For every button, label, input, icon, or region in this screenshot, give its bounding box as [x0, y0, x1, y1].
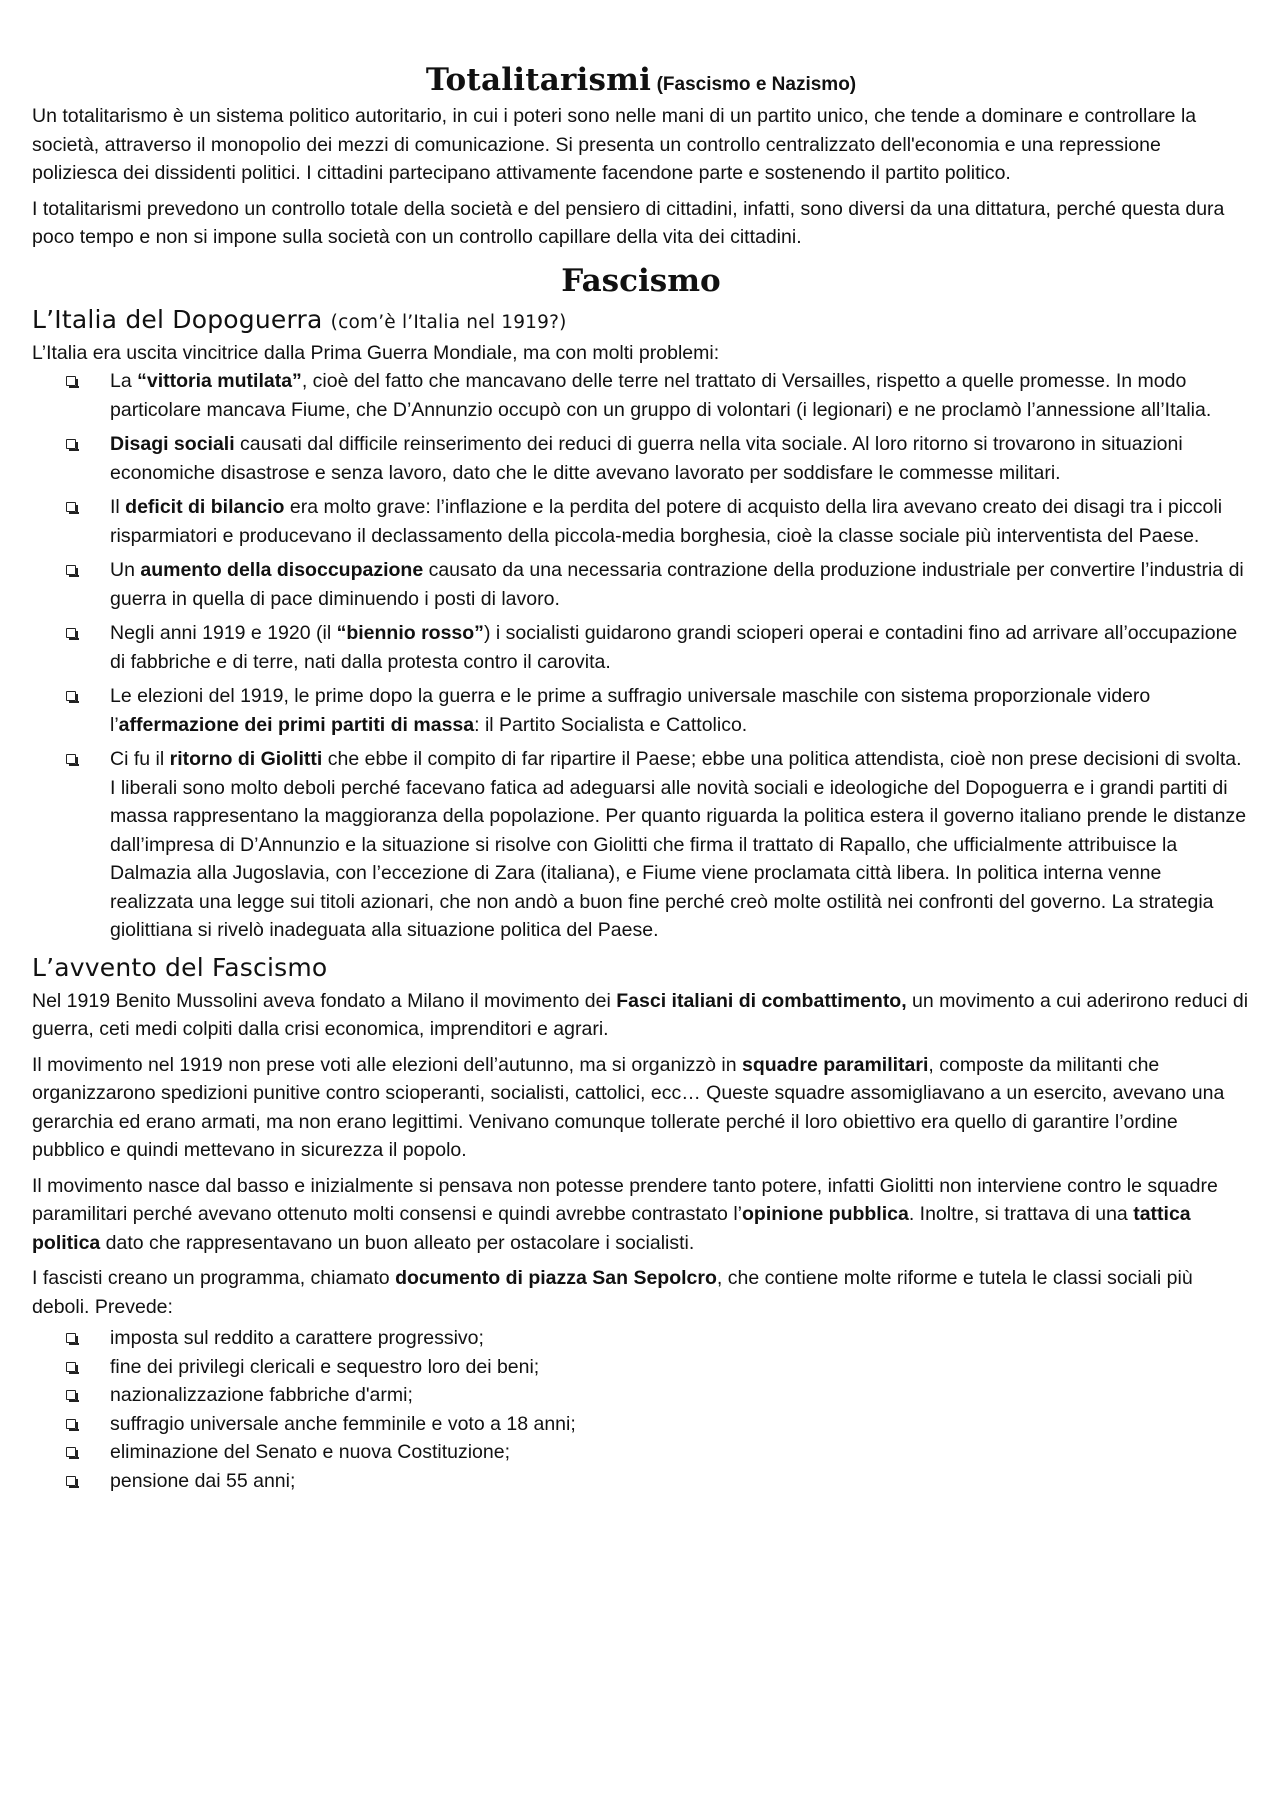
- checkbox-bullet-icon: [66, 691, 76, 701]
- list-item: Ci fu il ritorno di Giolitti che ebbe il compito di far ripartire il Paese; ebbe una politica attendista, cioè non prese decisioni di svolta. I liberali sono molto deboli perché facevano fatica ad adeguarsi alle novità sociali e ideologiche del Dopoguerra e i grandi partiti di massa rappresentano la maggioranza della popolazione. Per quanto riguarda la politica estera il governo italiano prende le distanze dall’impresa di D’Annunzio e la situazione si risolve con Giolitti che firma il trattato di Rapallo, che ufficialmente attribuisce la Dalmazia alla Jugoslavia, con l’eccezione di Zara (italiana), e Fiume viene proclamata città libera. In politica interna venne realizzata una legge sui titoli azionari, che non andò a buon fine perché creò molte ostilità nei confronti del governo. La strategia giolittiana si rivelò inadeguata alla situazione politica del Paese.: [110, 745, 1250, 945]
- list-item: Disagi sociali causati dal difficile reinserimento dei reduci di guerra nella vita sociale. Al loro ritorno si trovarono in situazioni economiche disastrose e senza lavoro, dato che le ditte avevano lavorato per soddisfare le commesse militari.: [110, 430, 1250, 487]
- avvento-paragraph-1: Nel 1919 Benito Mussolini aveva fondato a Milano il movimento dei Fasci italiani di combattimento, un movimento a cui aderirono reduci di guerra, ceti medi colpiti dalla crisi economica, imprenditori e agrari.: [32, 989, 1249, 1040]
- title-subtitle: (Fascismo e Nazismo): [656, 74, 857, 95]
- list-item: Il deficit di bilancio era molto grave: l’inflazione e la perdita del potere di acquisto della lira avevano creato dei disagi tra i piccoli risparmiatori e producevano il declassamento della piccola-media borghesia, cioè la classe sociale più interventista del Paese.: [110, 493, 1250, 550]
- checkbox-bullet-icon: [66, 628, 76, 638]
- heading-dopoguerra: [32, 303, 1250, 337]
- list-item: imposta sul reddito a carattere progressivo;: [110, 1324, 1250, 1353]
- avvento-paragraph-2: Il movimento nel 1919 non prese voti alle elezioni dell’autunno, ma si organizzò in squadre paramilitari, composte da militanti che organizzarono spedizioni punitive contro scioperanti, socialisti, cattolici, ecc… Queste squadre assomigliavano a un esercito, avevano una gerarchia ed erano armati, ma non erano legittimi. Venivano comunque tollerate perché il loro obiettivo era quello di garantire l’ordine pubblico e quindi mettevano in sicurezza il popolo.: [32, 1053, 1225, 1161]
- heading-dopoguerra-note: (com’è l’Italia nel 1919?): [330, 311, 567, 333]
- list-item: pensione dai 55 anni;: [110, 1467, 1250, 1496]
- list-item: suffragio universale anche femminile e voto a 18 anni;: [110, 1410, 1250, 1439]
- document-title: [32, 58, 1250, 102]
- document-page: [32, 58, 1250, 1499]
- programma-list: [32, 1324, 1250, 1495]
- checkbox-bullet-icon: [66, 376, 76, 386]
- checkbox-bullet-icon: [66, 1447, 76, 1457]
- avvento-paragraph-4: I fascisti creano un programma, chiamato documento di piazza San Sepolcro, che contiene molte riforme e tutela le classi sociali più deboli. Prevede:: [32, 1267, 1193, 1318]
- checkbox-bullet-icon: [66, 565, 76, 575]
- avvento-paragraph-3: Il movimento nasce dal basso e inizialmente si pensava non potesse prendere tanto potere, infatti Giolitti non interviene contro le squadre paramilitari perché avevano ottenuto molti consensi e quindi avrebbe contrastato l’opinione pubblica. Inoltre, si trattava di una tattica politica dato che rappresentavano un buon alleato per ostacolare i socialisti.: [32, 1174, 1218, 1254]
- list-item: nazionalizzazione fabbriche d'armi;: [110, 1381, 1250, 1410]
- checkbox-bullet-icon: [66, 439, 76, 449]
- dopoguerra-list: [32, 367, 1250, 945]
- list-item: Negli anni 1919 e 1920 (il “biennio rosso”) i socialisti guidarono grandi scioperi operai e contadini fino ad arrivare all’occupazione di fabbriche e di terre, nati dalla protesta contro il carovita.: [110, 619, 1250, 676]
- list-item: fine dei privilegi clericali e sequestro loro dei beni;: [110, 1353, 1250, 1382]
- heading-avvento: L’avvento del Fascismo: [32, 952, 328, 982]
- intro-paragraph-1: Un totalitarismo è un sistema politico autoritario, in cui i poteri sono nelle mani di un partito unico, che tende a dominare e controllare la società, attraverso il monopolio dei mezzi di comunicazione. Si presenta un controllo centralizzato dell'economia e una repressione poliziesca dei dissidenti politici. I cittadini partecipano attivamente facendone parte e sostenendo il partito politico.: [32, 105, 1197, 184]
- checkbox-bullet-icon: [66, 754, 76, 764]
- list-item: eliminazione del Senato e nuova Costituzione;: [110, 1438, 1250, 1467]
- list-item: Un aumento della disoccupazione causato da una necessaria contrazione della produzione industriale per convertire l’industria di guerra in quella di pace diminuendo i posti di lavoro.: [110, 556, 1250, 613]
- checkbox-bullet-icon: [66, 1476, 76, 1486]
- list-item: Le elezioni del 1919, le prime dopo la guerra e le prime a suffragio universale maschile con sistema proporzionale videro l’affermazione dei primi partiti di massa: il Partito Socialista e Cattolico.: [110, 682, 1250, 739]
- intro-paragraph-2: I totalitarismi prevedono un controllo totale della società e del pensiero di cittadini, infatti, sono diversi da una dittatura, perché questa dura poco tempo e non si impone sulla società con un controllo capillare della vita dei cittadini.: [32, 197, 1225, 248]
- checkbox-bullet-icon: [66, 502, 76, 512]
- dopoguerra-lead: L’Italia era uscita vincitrice dalla Prima Guerra Mondiale, ma con molti problemi:: [32, 341, 720, 364]
- section-title-fascismo: Fascismo: [561, 262, 721, 299]
- checkbox-bullet-icon: [66, 1390, 76, 1400]
- list-item: La “vittoria mutilata”, cioè del fatto che mancavano delle terre nel trattato di Versailles, rispetto a quelle promesse. In modo particolare mancava Fiume, che D’Annunzio occupò con un gruppo di volontari (i legionari) e ne proclamò l’annessione all’Italia.: [110, 367, 1250, 424]
- title-main: Totalitarismi: [425, 62, 652, 98]
- checkbox-bullet-icon: [66, 1362, 76, 1372]
- checkbox-bullet-icon: [66, 1333, 76, 1343]
- checkbox-bullet-icon: [66, 1419, 76, 1429]
- heading-dopoguerra-text: L’Italia del Dopoguerra: [32, 304, 323, 334]
